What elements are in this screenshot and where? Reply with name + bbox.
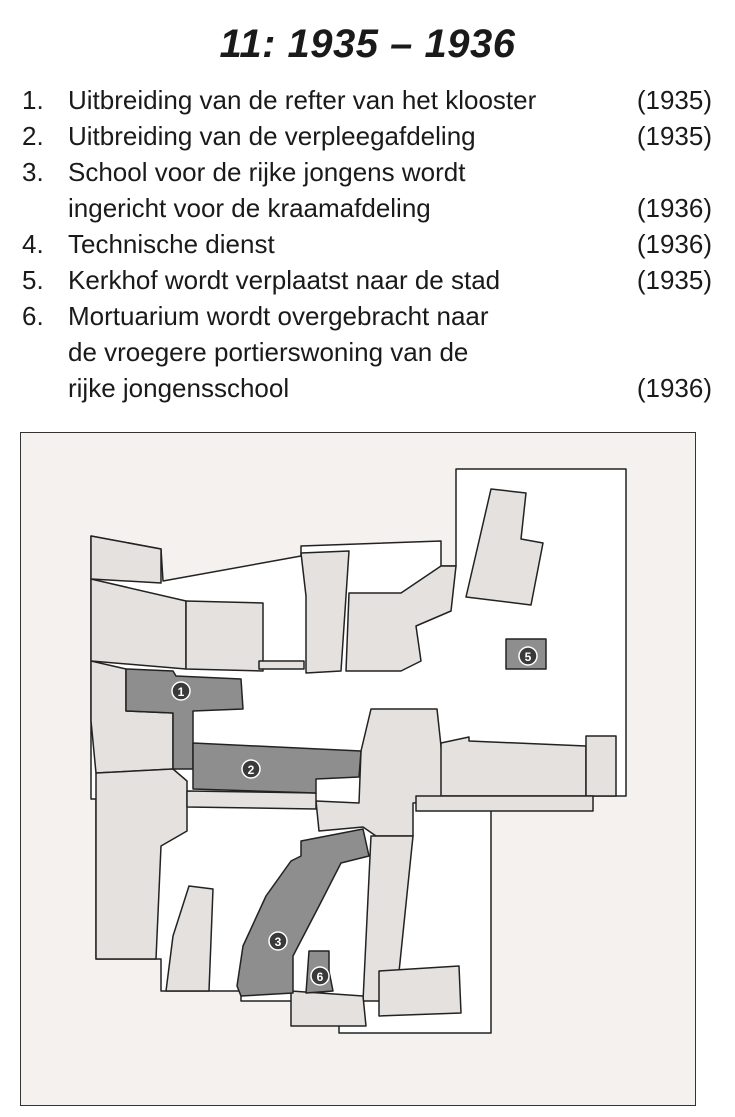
site-map [21, 433, 695, 1105]
legend-year: (1935) [636, 265, 712, 295]
legend-text: Technische dienst [68, 229, 275, 259]
legend-text: de vroegere portierswoning van de [68, 337, 469, 367]
legend-item-1 [22, 82, 712, 118]
legend-text: Uitbreiding van de verpleegafdeling [68, 121, 476, 151]
legend-text: Uitbreiding van de refter van het klooster [68, 85, 537, 115]
legend-number: 4. [22, 229, 44, 259]
legend-text: ingericht voor de kraamafdeling [68, 193, 431, 223]
building-east-strip [416, 796, 593, 811]
marker-6 [311, 967, 329, 985]
legend-text: Kerkhof wordt verplaatst naar de stad [68, 265, 501, 295]
marker-3 [269, 932, 287, 950]
building-west-block-2 [186, 601, 263, 671]
legend-year: (1936) [636, 193, 712, 223]
legend-text: School voor de rijke jongens wordt [68, 157, 466, 187]
legend-number: 2. [22, 121, 44, 151]
building-south-base [291, 991, 366, 1026]
marker-2 [242, 760, 260, 778]
page-title: 11: 1935 – 1936 [219, 22, 516, 66]
building-center-strip [187, 791, 316, 809]
building-east-wing [441, 737, 586, 796]
building-north-wing [301, 551, 349, 673]
marker-5-label: 5 [524, 650, 532, 664]
legend-text: Mortuarium wordt overgebracht naar [68, 301, 489, 331]
marker-3-label: 3 [274, 935, 282, 949]
marker-5 [519, 647, 537, 665]
legend-item-3 [22, 154, 712, 226]
legend-item-2 [22, 118, 712, 154]
legend-list [22, 82, 712, 406]
building-nw-corner [91, 536, 161, 583]
building-east-end [586, 736, 616, 796]
marker-1-label: 1 [177, 685, 185, 699]
legend-number: 6. [22, 301, 44, 331]
legend-text: rijke jongensschool [68, 373, 290, 403]
legend-item-5 [22, 262, 712, 298]
legend-number: 5. [22, 265, 44, 295]
building-southeast [379, 966, 461, 1016]
legend-year: (1936) [636, 373, 712, 403]
building-small-center [259, 661, 304, 669]
site-map-frame [20, 432, 696, 1106]
legend-item-4 [22, 226, 712, 262]
legend-year: (1935) [636, 121, 712, 151]
legend-year: (1936) [636, 229, 712, 259]
marker-6-label: 6 [316, 970, 324, 984]
marker-1 [172, 682, 190, 700]
marker-2-label: 2 [247, 763, 255, 777]
legend-number: 1. [22, 85, 44, 115]
legend-item-6 [22, 298, 712, 406]
legend-year: (1935) [636, 85, 712, 115]
legend-number: 3. [22, 157, 44, 187]
